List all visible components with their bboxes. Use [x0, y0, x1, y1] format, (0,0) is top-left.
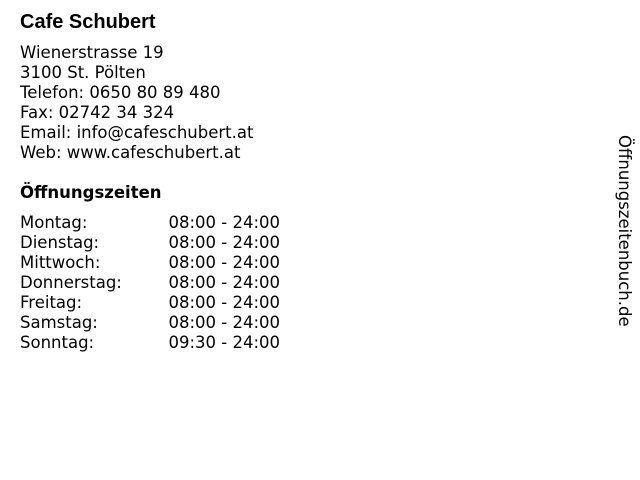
day-label: Donnerstag:	[20, 273, 122, 292]
time-range: 08:00 - 24:00	[168, 253, 280, 272]
time-range: 08:00 - 24:00	[168, 233, 280, 252]
email-address: Email: info@cafeschubert.at	[20, 123, 254, 142]
street-address: Wienerstrasse 19	[20, 43, 164, 62]
time-range: 08:00 - 24:00	[168, 213, 280, 232]
day-label: Dienstag:	[20, 233, 100, 252]
fax-number: Fax: 02742 34 324	[20, 103, 175, 122]
hours-row-wednesday	[20, 253, 280, 273]
day-label: Montag:	[20, 213, 88, 232]
hours-row-friday	[20, 293, 280, 313]
day-label: Samstag:	[20, 313, 98, 332]
address-block	[20, 43, 253, 163]
city-line: 3100 St. Pölten	[20, 63, 146, 82]
hours-row-thursday	[20, 273, 280, 293]
phone-number: Telefon: 0650 80 89 480	[20, 83, 221, 102]
opening-hours-heading: Öffnungszeiten	[20, 183, 162, 202]
hours-row-tuesday	[20, 233, 280, 253]
opening-hours-table	[20, 213, 280, 353]
time-range: 08:00 - 24:00	[168, 313, 280, 332]
time-range: 09:30 - 24:00	[168, 333, 280, 352]
day-label: Freitag:	[20, 293, 83, 312]
time-range: 08:00 - 24:00	[168, 293, 280, 312]
side-brand-label: Öffnungszeitenbuch.de	[615, 135, 634, 327]
hours-row-saturday	[20, 313, 280, 333]
business-name: Cafe Schubert	[20, 11, 156, 33]
hours-row-monday	[20, 213, 280, 233]
website-address: Web: www.cafeschubert.at	[20, 143, 241, 162]
hours-row-sunday	[20, 333, 280, 353]
day-label: Mittwoch:	[20, 253, 101, 272]
day-label: Sonntag:	[20, 333, 95, 352]
time-range: 08:00 - 24:00	[168, 273, 280, 292]
